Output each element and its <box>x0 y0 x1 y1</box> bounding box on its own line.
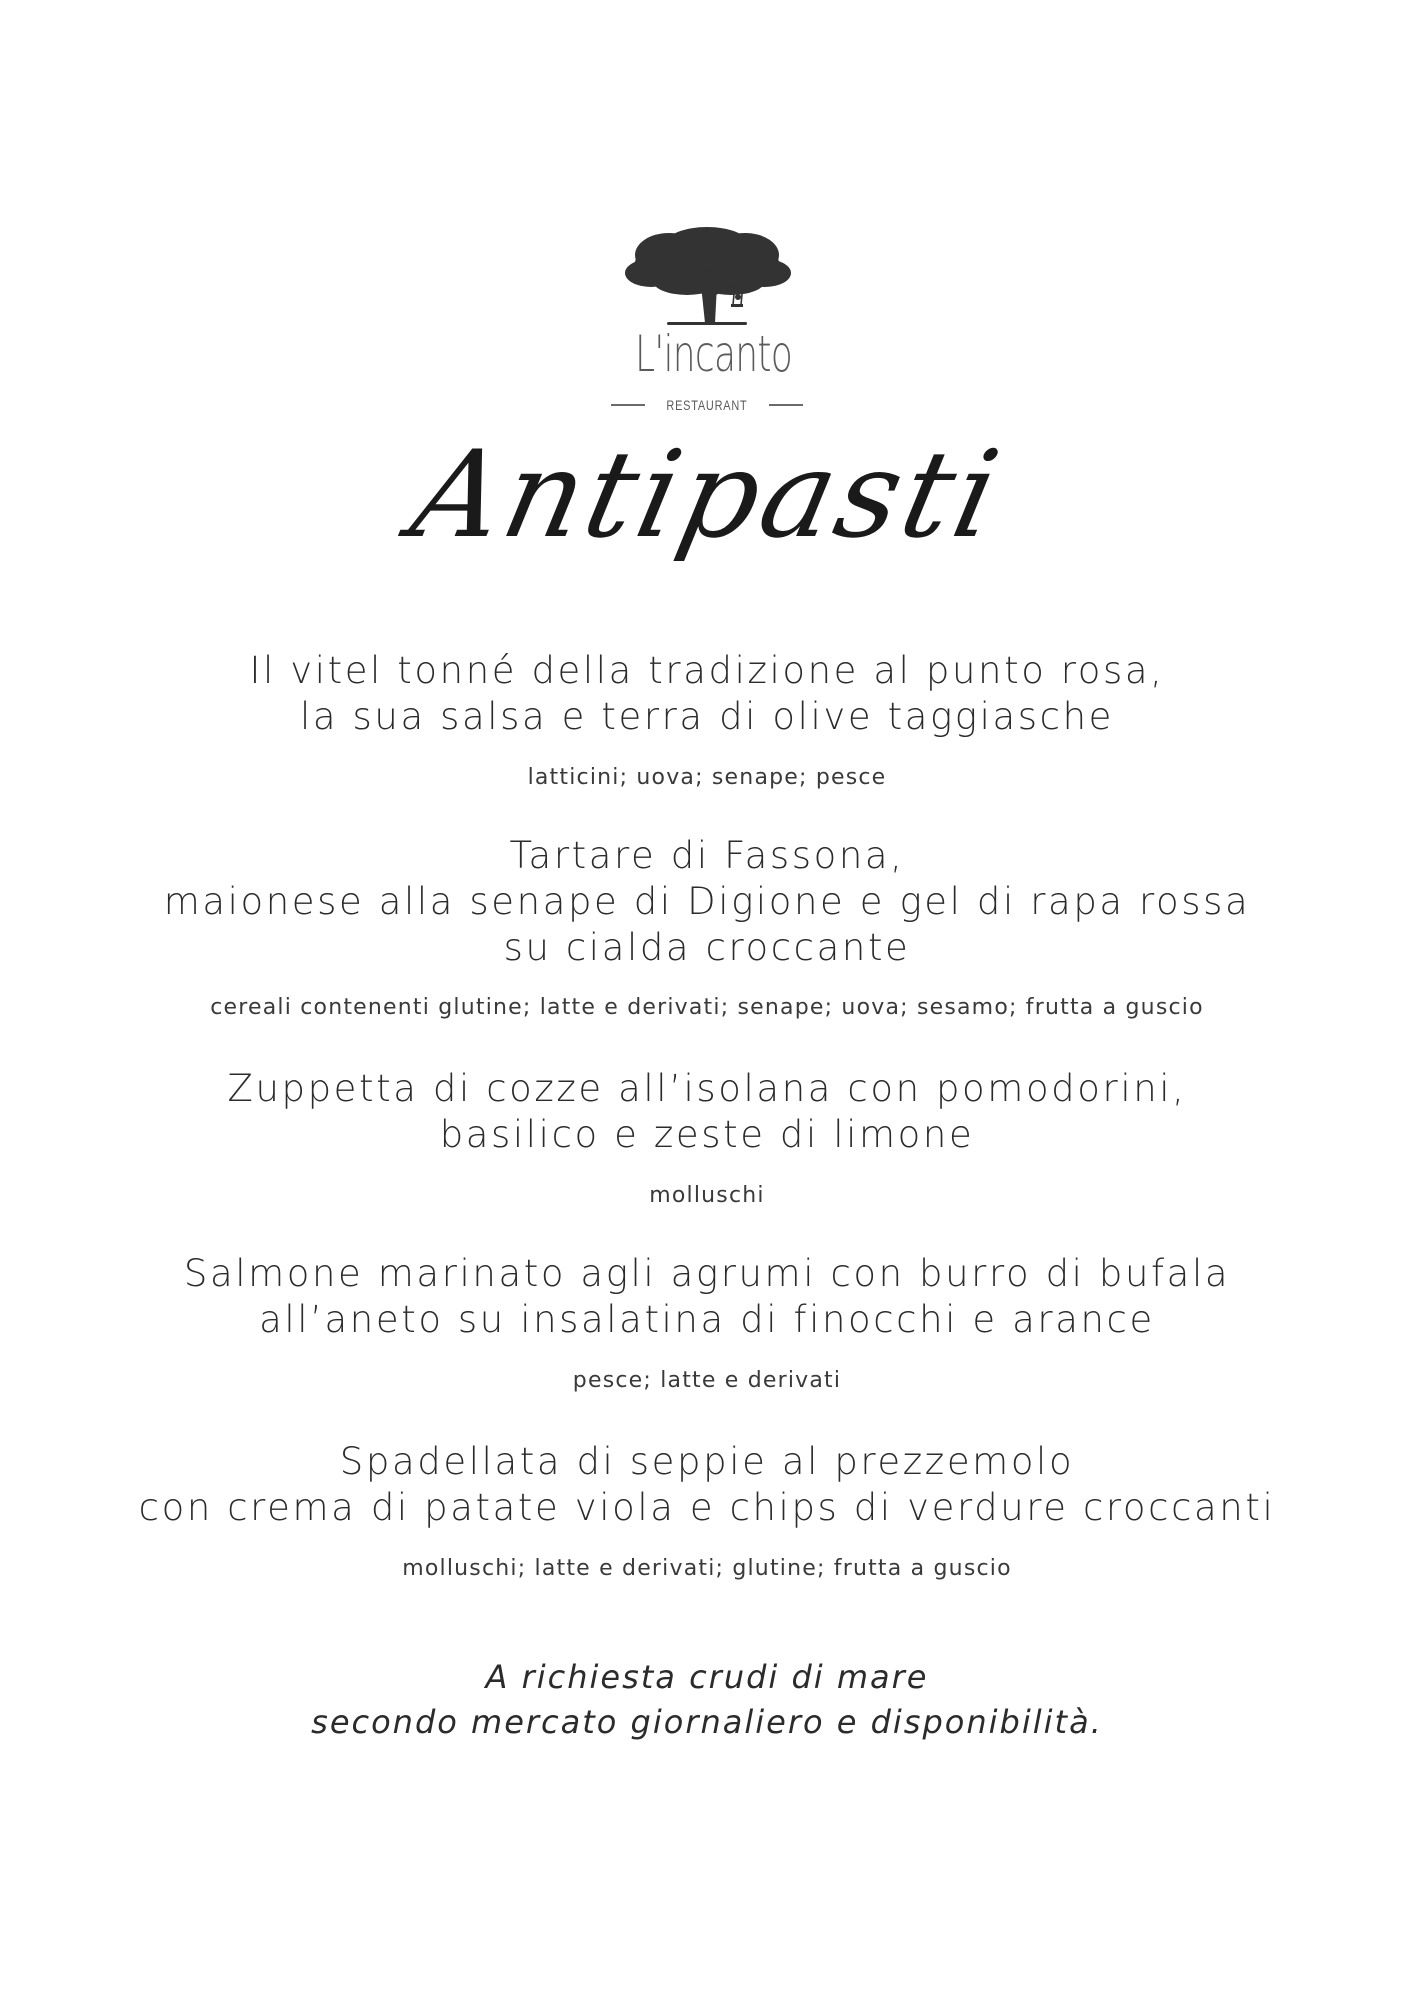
logo-name: L'incanto <box>635 325 793 383</box>
dish-allergens: latticini; uova; senape; pesce <box>527 765 887 790</box>
dish-item <box>0 1439 1414 1581</box>
logo-rule-right <box>769 404 803 406</box>
dish-name: Il vitel tonné della tradizione al punto rosa, la sua salsa e terra di olive taggiasche <box>249 649 1165 738</box>
dish-allergens: cereali contenenti glutine; latte e derivati; senape; uova; sesamo; frutta a guscio <box>210 995 1204 1020</box>
dish-item <box>0 648 1414 790</box>
dish-item <box>0 1251 1414 1393</box>
raw-seafood-note: A richiesta crudi di mare secondo mercato giornaliero e disponibilità. <box>311 1658 1103 1741</box>
dish-item <box>0 1066 1414 1208</box>
logo-subtitle-text: RESTAURANT <box>666 397 748 413</box>
page-title: Antipasti <box>400 426 1014 565</box>
tree-icon <box>607 225 807 330</box>
logo-subtitle <box>607 395 807 415</box>
dish-item <box>0 833 1414 1020</box>
restaurant-logo <box>607 225 807 415</box>
dish-name: Salmone marinato agli agrumi con burro di bufala all’aneto su insalatina di finocchi e arance <box>183 1252 1231 1341</box>
dish-allergens: pesce; latte e derivati <box>572 1368 842 1393</box>
dish-name: Tartare di Fassona, maionese alla senape di Digione e gel di rapa rossa su cialda croccante <box>163 834 1251 969</box>
dish-name: Zuppetta di cozze all’isolana con pomodorini, basilico e zeste di limone <box>227 1067 1187 1156</box>
dish-allergens: molluschi; latte e derivati; glutine; frutta a guscio <box>402 1556 1012 1581</box>
dish-allergens: molluschi <box>649 1183 765 1208</box>
dish-name: Spadellata di seppie al prezzemolo con crema di patate viola e chips di verdure croccanti <box>138 1440 1276 1529</box>
logo-rule-left <box>611 404 645 406</box>
